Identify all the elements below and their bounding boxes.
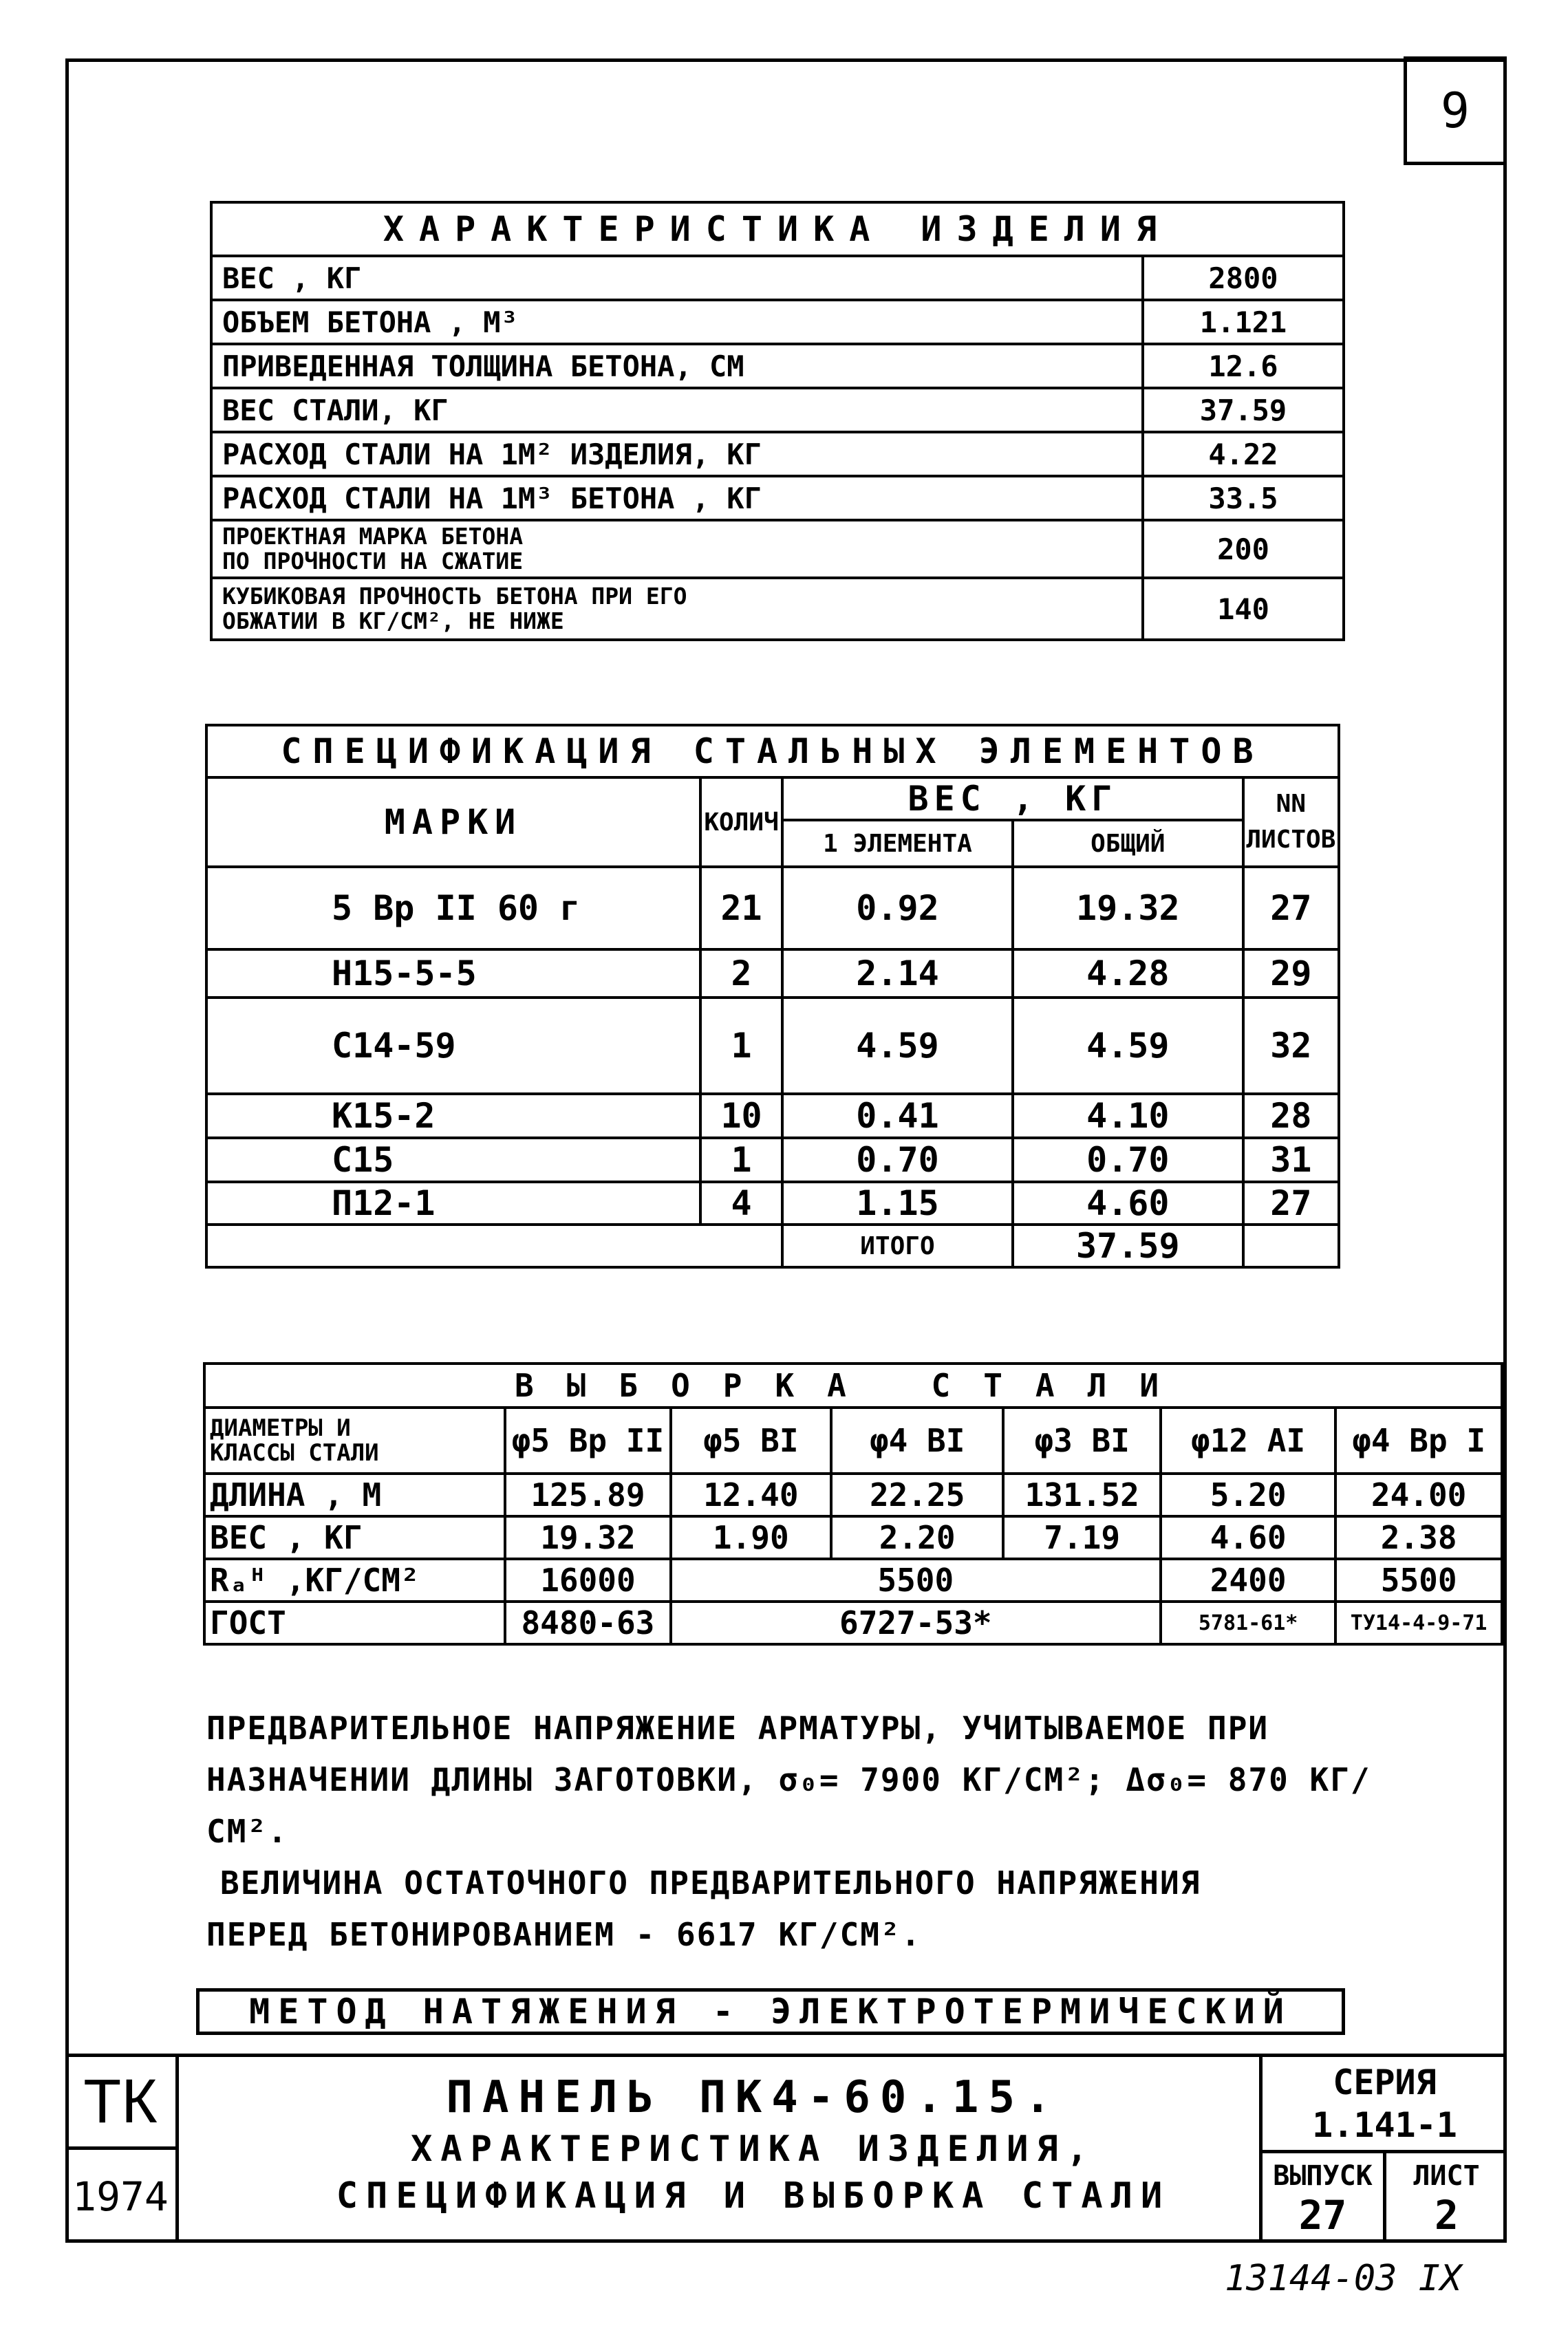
table-row: Н15-5-5 2 2.14 4.28 29 (206, 949, 1339, 998)
specification-title: СПЕЦИФИКАЦИЯ СТАЛЬНЫХ ЭЛЕМЕНТОВ (206, 725, 1339, 777)
year: 1974 (65, 2150, 179, 2243)
table-row: ВЕС , КГ 2800 (211, 256, 1344, 300)
table-row: П12-1 4 1.15 4.60 27 (206, 1182, 1339, 1225)
characteristics-title: ХАРАКТЕРИСТИКА ИЗДЕЛИЯ (211, 202, 1344, 256)
steel-selection-title: ВЫБОРКА СТАЛИ (204, 1364, 1502, 1408)
table-total-row: ИТОГО 37.59 (206, 1225, 1339, 1267)
prestress-notes: ПРЕДВАРИТЕЛЬНОЕ НАПРЯЖЕНИЕ АРМАТУРЫ, УЧИТЫВАЕМОЕ ПРИ НАЗНАЧЕНИИ ДЛИНЫ ЗАГОТОВКИ, σ₀= 7900 КГ/СМ²; Δσ₀= 870 КГ/СМ². ВЕЛИЧИНА ОСТАТОЧНОГО ПРЕДВАРИТЕЛЬНОГО НАПРЯЖЕНИЯ ПЕРЕД БЕТОНИРОВАНИЕМ - 6617 КГ/СМ². (206, 1710, 1371, 1953)
table-row: ВЕС , КГ 19.32 1.90 2.20 7.19 4.60 2.38 (204, 1516, 1502, 1559)
characteristics-table (210, 201, 1345, 641)
table-row: ДЛИНА , М 125.89 12.40 22.25 131.52 5.20 24.00 (204, 1474, 1502, 1516)
table-row: РАСХОД СТАЛИ НА 1М² ИЗДЕЛИЯ, КГ 4.22 (211, 432, 1344, 476)
steel-selection-table: ВЫБОРКА СТАЛИ ДИАМЕТРЫ И КЛАССЫ СТАЛИ φ5 Вр II φ5 ВI φ4 ВI φ3 ВI φ12 АI φ4 Вр I ДЛИНА , М 125.89 12.40 22.25 131.52 5.20 24.00 ВЕС , КГ 19.32 1.90 2.20 7.19 4.60 2.38 Rₐᴴ ,КГ/СМ² 16000 5500 2400 5500 ГОСТ 8480-63 6727-53* 5781-61* ТУ14-4-9-71 (203, 1362, 1503, 1646)
archive-number: 13144-03 IX (1225, 2258, 1462, 2299)
specification-table: СПЕЦИФИКАЦИЯ СТАЛЬНЫХ ЭЛЕМЕНТОВ МАРКИ КОЛИЧ ВЕС , КГ NN ЛИСТОВ 1 ЭЛЕМЕНТА ОБЩИЙ 5 Вр II 60 г 21 0.92 19.32 27 Н15-5-5 2 2.14 4.28 29 С14-59 1 4.59 4.59 32 К15-2 10 0.41 4.10 28 С15 1 0.70 0.70 31 П12-1 4 1.15 4.60 27 ИТОГО 37.59 (205, 724, 1340, 1269)
table-row: С14-59 1 4.59 4.59 32 (206, 998, 1339, 1094)
table-row: ОБЪЕМ БЕТОНА , М³ 1.121 (211, 300, 1344, 344)
tensioning-method: МЕТОД НАТЯЖЕНИЯ - ЭЛЕКТРОТЕРМИЧЕСКИЙ (196, 1988, 1345, 2035)
table-row: ГОСТ 8480-63 6727-53* 5781-61* ТУ14-4-9-71 (204, 1602, 1502, 1644)
table-row: РАСХОД СТАЛИ НА 1М³ БЕТОНА , КГ 33.5 (211, 476, 1344, 520)
table-row: ПРИВЕДЕННАЯ ТОЛЩИНА БЕТОНА, СМ 12.6 (211, 344, 1344, 388)
page-number: 9 (1404, 56, 1507, 165)
table-row: К15-2 10 0.41 4.10 28 (206, 1094, 1339, 1138)
table-row: ПРОЕКТНАЯ МАРКА БЕТОНА ПО ПРОЧНОСТИ НА СЖАТИЕ 200 (211, 520, 1344, 578)
table-row: ВЕС СТАЛИ, КГ 37.59 (211, 388, 1344, 432)
series-cell: СЕРИЯ 1.141-1 (1259, 2057, 1507, 2153)
issue-cell: ВЫПУСК 27 (1259, 2153, 1386, 2243)
sheet-cell: ЛИСТ 2 (1413, 2160, 1480, 2239)
table-row: С15 1 0.70 0.70 31 (206, 1138, 1339, 1182)
table-row: КУБИКОВАЯ ПРОЧНОСТЬ БЕТОНА ПРИ ЕГО ОБЖАТИИ В КГ/СМ², НЕ НИЖЕ 140 (211, 578, 1344, 640)
title-block (65, 2054, 1507, 2243)
organization-code: ТК (65, 2057, 179, 2150)
table-row: Rₐᴴ ,КГ/СМ² 16000 5500 2400 5500 (204, 1559, 1502, 1602)
table-row: 5 Вр II 60 г 21 0.92 19.32 27 (206, 867, 1339, 949)
drawing-title: ПАНЕЛЬ ПК4-60.15. ХАРАКТЕРИСТИКА ИЗДЕЛИЯ, СПЕЦИФИКАЦИЯ И ВЫБОРКА СТАЛИ (336, 2072, 1171, 2217)
